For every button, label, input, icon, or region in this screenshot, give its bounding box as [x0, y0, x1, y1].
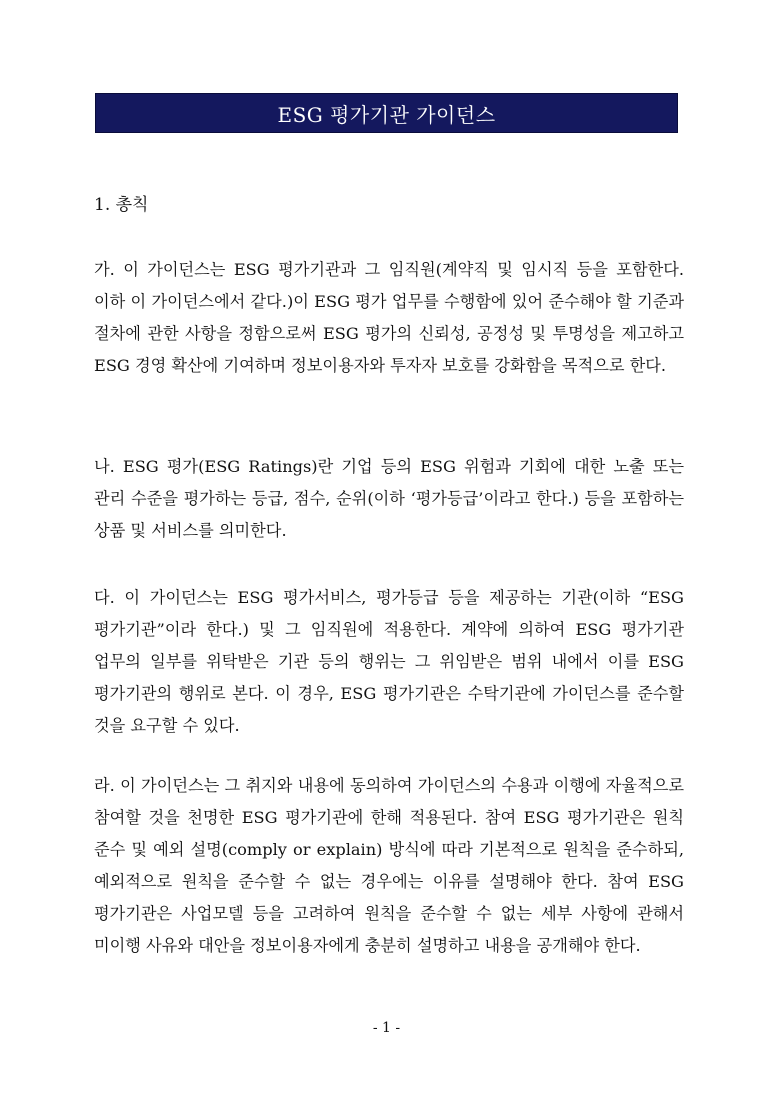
- document-title: ESG 평가기관 가이던스: [277, 102, 496, 127]
- paragraph-na: 나. ESG 평가(ESG Ratings)란 기업 등의 ESG 위험과 기회에 대한 노출 또는 관리 수준을 평가하는 등급, 점수, 순위(이하 ‘평가등급’이라고 한다.) 등을 포함하는 상품 및 서비스를 의미한다.: [94, 457, 684, 540]
- paragraph-da: 다. 이 가이던스는 ESG 평가서비스, 평가등급 등을 제공하는 기관(이하 “ESG 평가기관”이라 한다.) 및 그 임직원에 적용한다. 계약에 의하여 ESG 평가기관 업무의 일부를 위탁받은 기관 등의 행위는 그 위임받은 범위 내에서 이를 ESG 평가기관의 행위로 본다. 이 경우, ESG 평가기관은 수탁기관에 가이던스를 준수할 것을 요구할 수 있다.: [94, 588, 684, 735]
- section-heading: 1. 총칙: [94, 195, 149, 215]
- document-title-bar: [95, 93, 678, 133]
- page-number: - 1 -: [372, 1020, 401, 1036]
- paragraph-ra: 라. 이 가이던스는 그 취지와 내용에 동의하여 가이던스의 수용과 이행에 자율적으로 참여할 것을 천명한 ESG 평가기관에 한해 적용된다. 참여 ESG 평가기관은 원칙 준수 및 예외 설명(comply or explain) 방식에 따라 기본적으로 원칙을 준수하되, 예외적으로 원칙을 준수할 수 없는 경우에는 이유를 설명해야 한다. 참여 ESG 평가기관은 사업모델 등을 고려하여 원칙을 준수할 수 없는 세부 사항에 관해서 미이행 사유와 대안을 정보이용자에게 충분히 설명하고 내용을 공개해야 한다.: [94, 776, 684, 955]
- paragraph-ga: 가. 이 가이던스는 ESG 평가기관과 그 임직원(계약직 및 임시직 등을 포함한다. 이하 이 가이던스에서 같다.)이 ESG 평가 업무를 수행함에 있어 준수해야 할 기준과 절차에 관한 사항을 정함으로써 ESG 평가의 신뢰성, 공정성 및 투명성을 제고하고 ESG 경영 확산에 기여하며 정보이용자와 투자자 보호를 강화함을 목적으로 한다.: [94, 260, 684, 375]
